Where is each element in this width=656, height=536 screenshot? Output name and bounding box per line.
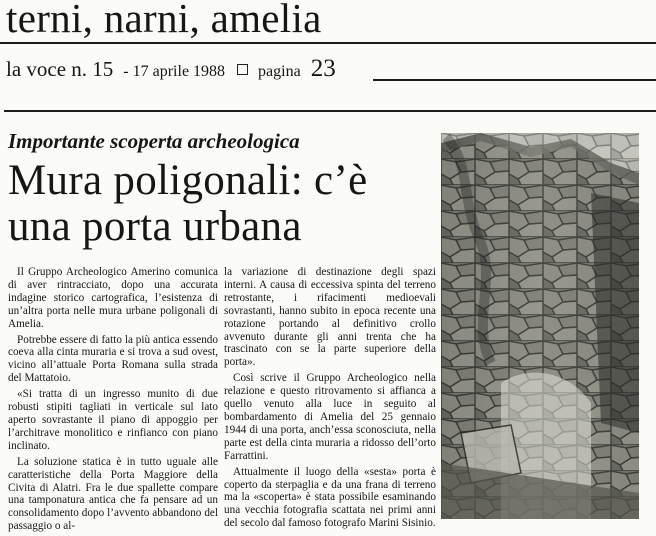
article-column-2 (224, 266, 436, 533)
paragraph: Potrebbe essere di fatto la più antica essendo coeva alla cinta muraria e si trova a sud ovest, vicino all’attuale Porta Romana sulla strada del Mattatoio. (8, 333, 218, 385)
article-kicker: Importante scoperta archeologica (8, 129, 300, 153)
dateline-rule (373, 79, 656, 81)
masthead-title: terni, narni, amelia (6, 0, 322, 41)
wall-photo-illustration (441, 133, 639, 519)
paragraph: la variazione di destinazione degli spazi interni. A causa di eccessiva spinta del terreno retrostante, i rifacimenti medioevali sovrastanti, hanno subito in epoca recente una rotazione portando al definitivo crollo avvenuto durante gli anni trenta che ha trascinato con se la parte superiore della porta». (224, 266, 436, 369)
polygonal-stone-wall-photo (441, 133, 639, 519)
paragraph: Il Gruppo Archeologico Amerino comunica di aver rintracciato, dopo una accurata indagine storico cartografica, l’esistenza di un’altra porta nelle mura urbane poligonali di Amelia. (8, 266, 218, 330)
page-label: pagina (258, 63, 301, 80)
paragraph: La soluzione statica è in tutto uguale alle caratteristiche della Porta Maggiore della Civita di Alatri. Fra le due spallette compare una tamponatura antica che fa pensare ad un consolidamento dopo l’avvento abbandono del passaggio o al- (8, 455, 218, 533)
publication-name: la voce n. 15 (6, 57, 114, 81)
issue-date: - 17 aprile 1988 (123, 63, 226, 80)
paragraph: «Si tratta di un ingresso munito di due robusti stipiti tagliati in verticale sul lato aperto sovrastante il piano di appoggio per l’architrave monolitico e rinfianco con piano inclinato. (8, 388, 218, 452)
masthead-rule (0, 42, 656, 44)
paragraph: Attualmente il luogo della «sesta» porta è coperto da sterpaglia e da una frana di terreno ma la «scoperta» è stata possibile esaminando una vecchia fotografia scattata nei primi anni del secolo dal famoso fotografo Marini Sisinio. (224, 465, 436, 530)
section-rule (4, 110, 656, 112)
page-number: 23 (310, 55, 336, 82)
square-bullet-icon (237, 64, 248, 75)
article-column-1 (8, 266, 218, 536)
dateline (6, 56, 336, 85)
paragraph: Così scrive il Gruppo Archeologico nella relazione e questo ritrovamento si affianca a quello venuto alla luce in seguito al bombardamento di Amelia del 25 gennaio 1944 di una porta, anch’essa sconosciuta, nella parte est della cinta muraria a ridosso dell’orto Farrattini. (224, 372, 436, 462)
article-headline: Mura poligonali: c’è una porta urbana (8, 157, 368, 250)
